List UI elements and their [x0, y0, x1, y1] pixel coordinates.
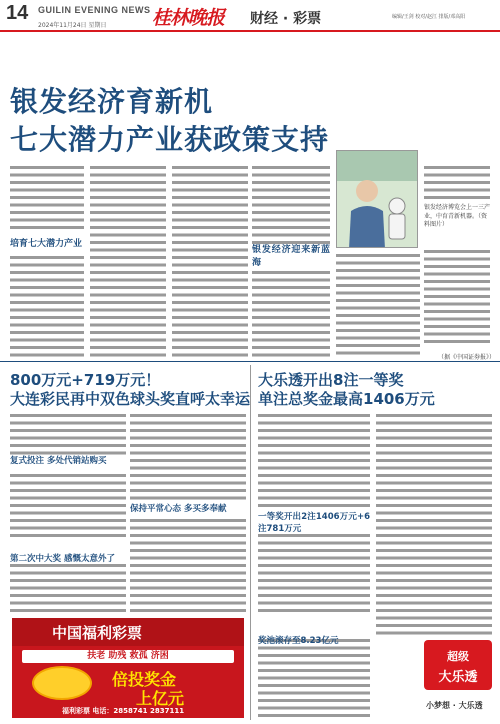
text-line: [252, 181, 330, 184]
text-line: [90, 279, 166, 282]
lead-headline-line2: 七大潜力产业获政策支持: [10, 123, 330, 156]
text-line: [336, 269, 420, 272]
text-line: [252, 166, 330, 169]
elderly-robot-photo-image: [337, 151, 418, 248]
text-line: [172, 324, 248, 327]
lead-photo: [336, 150, 418, 248]
text-line: [90, 346, 166, 349]
text-line: [90, 256, 166, 259]
paper-name-en: GUILIN EVENING NEWS: [38, 5, 151, 15]
text-line: [376, 489, 492, 492]
text-line: [90, 316, 166, 319]
text-line: [424, 288, 490, 291]
left-subhead-3: 保持平常心态 多买多奉献: [130, 504, 227, 514]
text-line: [10, 294, 84, 297]
text-line: [10, 346, 84, 349]
text-line: [376, 467, 492, 470]
lead-source: （据《中国证券报》）: [438, 354, 496, 361]
text-line: [336, 344, 420, 347]
text-line: [252, 286, 330, 289]
text-line: [376, 609, 492, 612]
section-title: 财经 · 彩票: [250, 11, 322, 27]
text-line: [90, 286, 166, 289]
text-line: [10, 204, 84, 207]
text-line: [90, 204, 166, 207]
text-line: [90, 339, 166, 342]
left-headline-line2: 大连彩民再中双色球头奖直呼太幸运: [10, 390, 251, 408]
text-line: [90, 174, 166, 177]
text-line: [336, 284, 420, 287]
right-subhead-1: 一等奖开出2注1406万元+6注781万元: [258, 512, 370, 534]
badge-line2: 大乐透: [438, 670, 478, 685]
text-line: [376, 527, 492, 530]
text-line: [90, 294, 166, 297]
text-line: [424, 295, 490, 298]
ad-big-line2: 上亿元: [136, 689, 185, 708]
left-subhead-1: 复式投注 多处代销站购买: [10, 456, 107, 466]
text-line: [252, 241, 330, 244]
text-line: [252, 331, 330, 334]
text-line: [172, 204, 248, 207]
text-line: [172, 331, 248, 334]
text-line: [90, 166, 166, 169]
text-line: [424, 166, 490, 169]
ad-brand: 中国福利彩票: [52, 624, 143, 642]
lead-subhead-1: 培育七大潜力产业: [10, 239, 83, 249]
text-line: [252, 316, 330, 319]
text-line: [376, 602, 492, 605]
text-line: [252, 301, 330, 304]
text-line: [172, 249, 248, 252]
column-divider: [250, 365, 251, 720]
text-line: [252, 189, 330, 192]
right-headline-line2: 单注总奖金最高1406万元: [258, 390, 435, 408]
text-line: [10, 271, 84, 274]
text-line: [10, 339, 84, 342]
text-line: [424, 181, 490, 184]
text-line: [336, 299, 420, 302]
text-line: [376, 632, 492, 635]
text-line: [376, 474, 492, 477]
text-line: [90, 264, 166, 267]
text-line: [252, 309, 330, 312]
text-line: [172, 256, 248, 259]
text-line: [10, 309, 84, 312]
text-line: [172, 354, 248, 357]
text-line: [376, 549, 492, 552]
left-headline-line1: 800万元+719万元！: [10, 371, 161, 389]
text-line: [424, 273, 490, 276]
text-line: [172, 196, 248, 199]
text-line: [90, 309, 166, 312]
text-line: [424, 258, 490, 261]
welfare-lottery-ad: [12, 618, 244, 718]
text-line: [90, 249, 166, 252]
text-line: [10, 196, 84, 199]
text-line: [90, 226, 166, 229]
text-line: [10, 324, 84, 327]
text-line: [172, 309, 248, 312]
right-column-1: [258, 410, 370, 720]
text-line: [172, 286, 248, 289]
text-line: [252, 324, 330, 327]
left-column-1: [10, 410, 126, 615]
text-line: [252, 226, 330, 229]
text-line: [424, 174, 490, 177]
text-line: [376, 579, 492, 582]
text-line: [376, 452, 492, 455]
text-line: [424, 325, 490, 328]
text-line: [376, 459, 492, 462]
paper-logo: 桂林晚报: [152, 7, 225, 29]
text-line: [376, 564, 492, 567]
text-line: [172, 211, 248, 214]
text-line: [90, 196, 166, 199]
text-line: [376, 414, 492, 417]
text-line: [10, 301, 84, 304]
text-line: [90, 241, 166, 244]
text-line: [10, 166, 84, 169]
ad-big-line1: 倍投奖金: [112, 670, 177, 689]
text-line: [252, 219, 330, 222]
text-line: [376, 482, 492, 485]
text-line: [252, 354, 330, 357]
text-line: [424, 189, 490, 192]
text-line: [172, 271, 248, 274]
text-line: [336, 277, 420, 280]
text-line: [90, 301, 166, 304]
lead-headline-line1: 银发经济育新机: [10, 85, 214, 118]
text-line: [376, 504, 492, 507]
lead-subhead-2: 银发经济迎来新蓝海: [252, 245, 330, 268]
text-line: [376, 542, 492, 545]
text-line: [10, 286, 84, 289]
text-line: [10, 279, 84, 282]
text-line: [376, 429, 492, 432]
section-divider: [0, 361, 500, 362]
text-line: [252, 294, 330, 297]
text-line: [252, 339, 330, 342]
text-line: [424, 280, 490, 283]
text-line: [424, 303, 490, 306]
text-line: [90, 189, 166, 192]
gold-coin-icon: [32, 666, 92, 700]
text-line: [336, 262, 420, 265]
text-line: [336, 329, 420, 332]
text-line: [10, 256, 84, 259]
text-line: [376, 594, 492, 597]
left-subhead-2: 第二次中大奖 感慨太意外了: [10, 554, 115, 564]
ad-telephone: 福利彩票 电话：2858741 2837111: [62, 707, 185, 715]
text-line: [10, 316, 84, 319]
text-line: [172, 189, 248, 192]
text-line: [376, 444, 492, 447]
text-line: [424, 250, 490, 253]
text-line: [336, 307, 420, 310]
right-subhead-2: 奖池滚存至8.23亿元: [258, 636, 339, 646]
text-line: [10, 189, 84, 192]
text-line: [90, 234, 166, 237]
text-line: [376, 534, 492, 537]
text-line: [172, 174, 248, 177]
text-line: [172, 181, 248, 184]
text-line: [10, 181, 84, 184]
text-line: [172, 219, 248, 222]
text-line: [336, 254, 420, 257]
text-line: [424, 265, 490, 268]
text-line: [90, 354, 166, 357]
text-line: [376, 587, 492, 590]
text-line: [172, 226, 248, 229]
text-line: [10, 264, 84, 267]
text-line: [336, 337, 420, 340]
text-line: [252, 211, 330, 214]
badge-line1: 超级: [447, 650, 469, 663]
right-headline-line1: 大乐透开出8注一等奖: [258, 371, 404, 389]
text-line: [424, 340, 490, 343]
page-number: 14: [6, 2, 29, 24]
text-line: [252, 234, 330, 237]
text-line: [424, 310, 490, 313]
text-line: [376, 617, 492, 620]
text-line: [90, 331, 166, 334]
text-line: [336, 292, 420, 295]
text-line: [376, 557, 492, 560]
text-line: [172, 339, 248, 342]
text-line: [10, 226, 84, 229]
text-line: [252, 271, 330, 274]
text-line: [172, 241, 248, 244]
text-line: [172, 166, 248, 169]
photo-caption: 银发经济博览会上一三产业，中育青新机器。（资料图片）: [424, 204, 491, 228]
text-line: [90, 219, 166, 222]
text-line: [10, 354, 84, 357]
text-line: [252, 196, 330, 199]
text-line: [90, 181, 166, 184]
super-lotto-logo: [424, 640, 492, 690]
super-lotto-slogan: 小梦想 · 大乐透: [426, 701, 483, 710]
text-line: [10, 211, 84, 214]
text-line: [172, 301, 248, 304]
text-line: [10, 219, 84, 222]
text-line: [10, 331, 84, 334]
text-line: [336, 314, 420, 317]
text-line: [10, 174, 84, 177]
text-line: [252, 204, 330, 207]
text-line: [252, 279, 330, 282]
text-line: [376, 512, 492, 515]
text-line: [424, 333, 490, 336]
ad-slogan: 扶老 助残 救孤 济困: [22, 650, 234, 663]
text-line: [376, 437, 492, 440]
text-line: [336, 352, 420, 355]
text-line: [424, 196, 490, 199]
text-line: [90, 324, 166, 327]
text-line: [376, 519, 492, 522]
issue-date: 2024年11月24日 星期日: [38, 22, 107, 29]
text-line: [376, 422, 492, 425]
text-line: [424, 318, 490, 321]
text-line: [376, 624, 492, 627]
text-line: [172, 294, 248, 297]
text-line: [172, 316, 248, 319]
text-line: [336, 322, 420, 325]
text-line: [376, 497, 492, 500]
text-line: [252, 346, 330, 349]
text-line: [376, 572, 492, 575]
text-line: [172, 279, 248, 282]
text-line: [172, 346, 248, 349]
text-line: [252, 174, 330, 177]
text-line: [172, 264, 248, 267]
editors-credit: 编辑/王剑 校对/赵江 排版/邓高阳: [392, 14, 466, 20]
text-line: [90, 211, 166, 214]
text-line: [90, 271, 166, 274]
text-line: [172, 234, 248, 237]
left-column-2: [130, 410, 246, 615]
